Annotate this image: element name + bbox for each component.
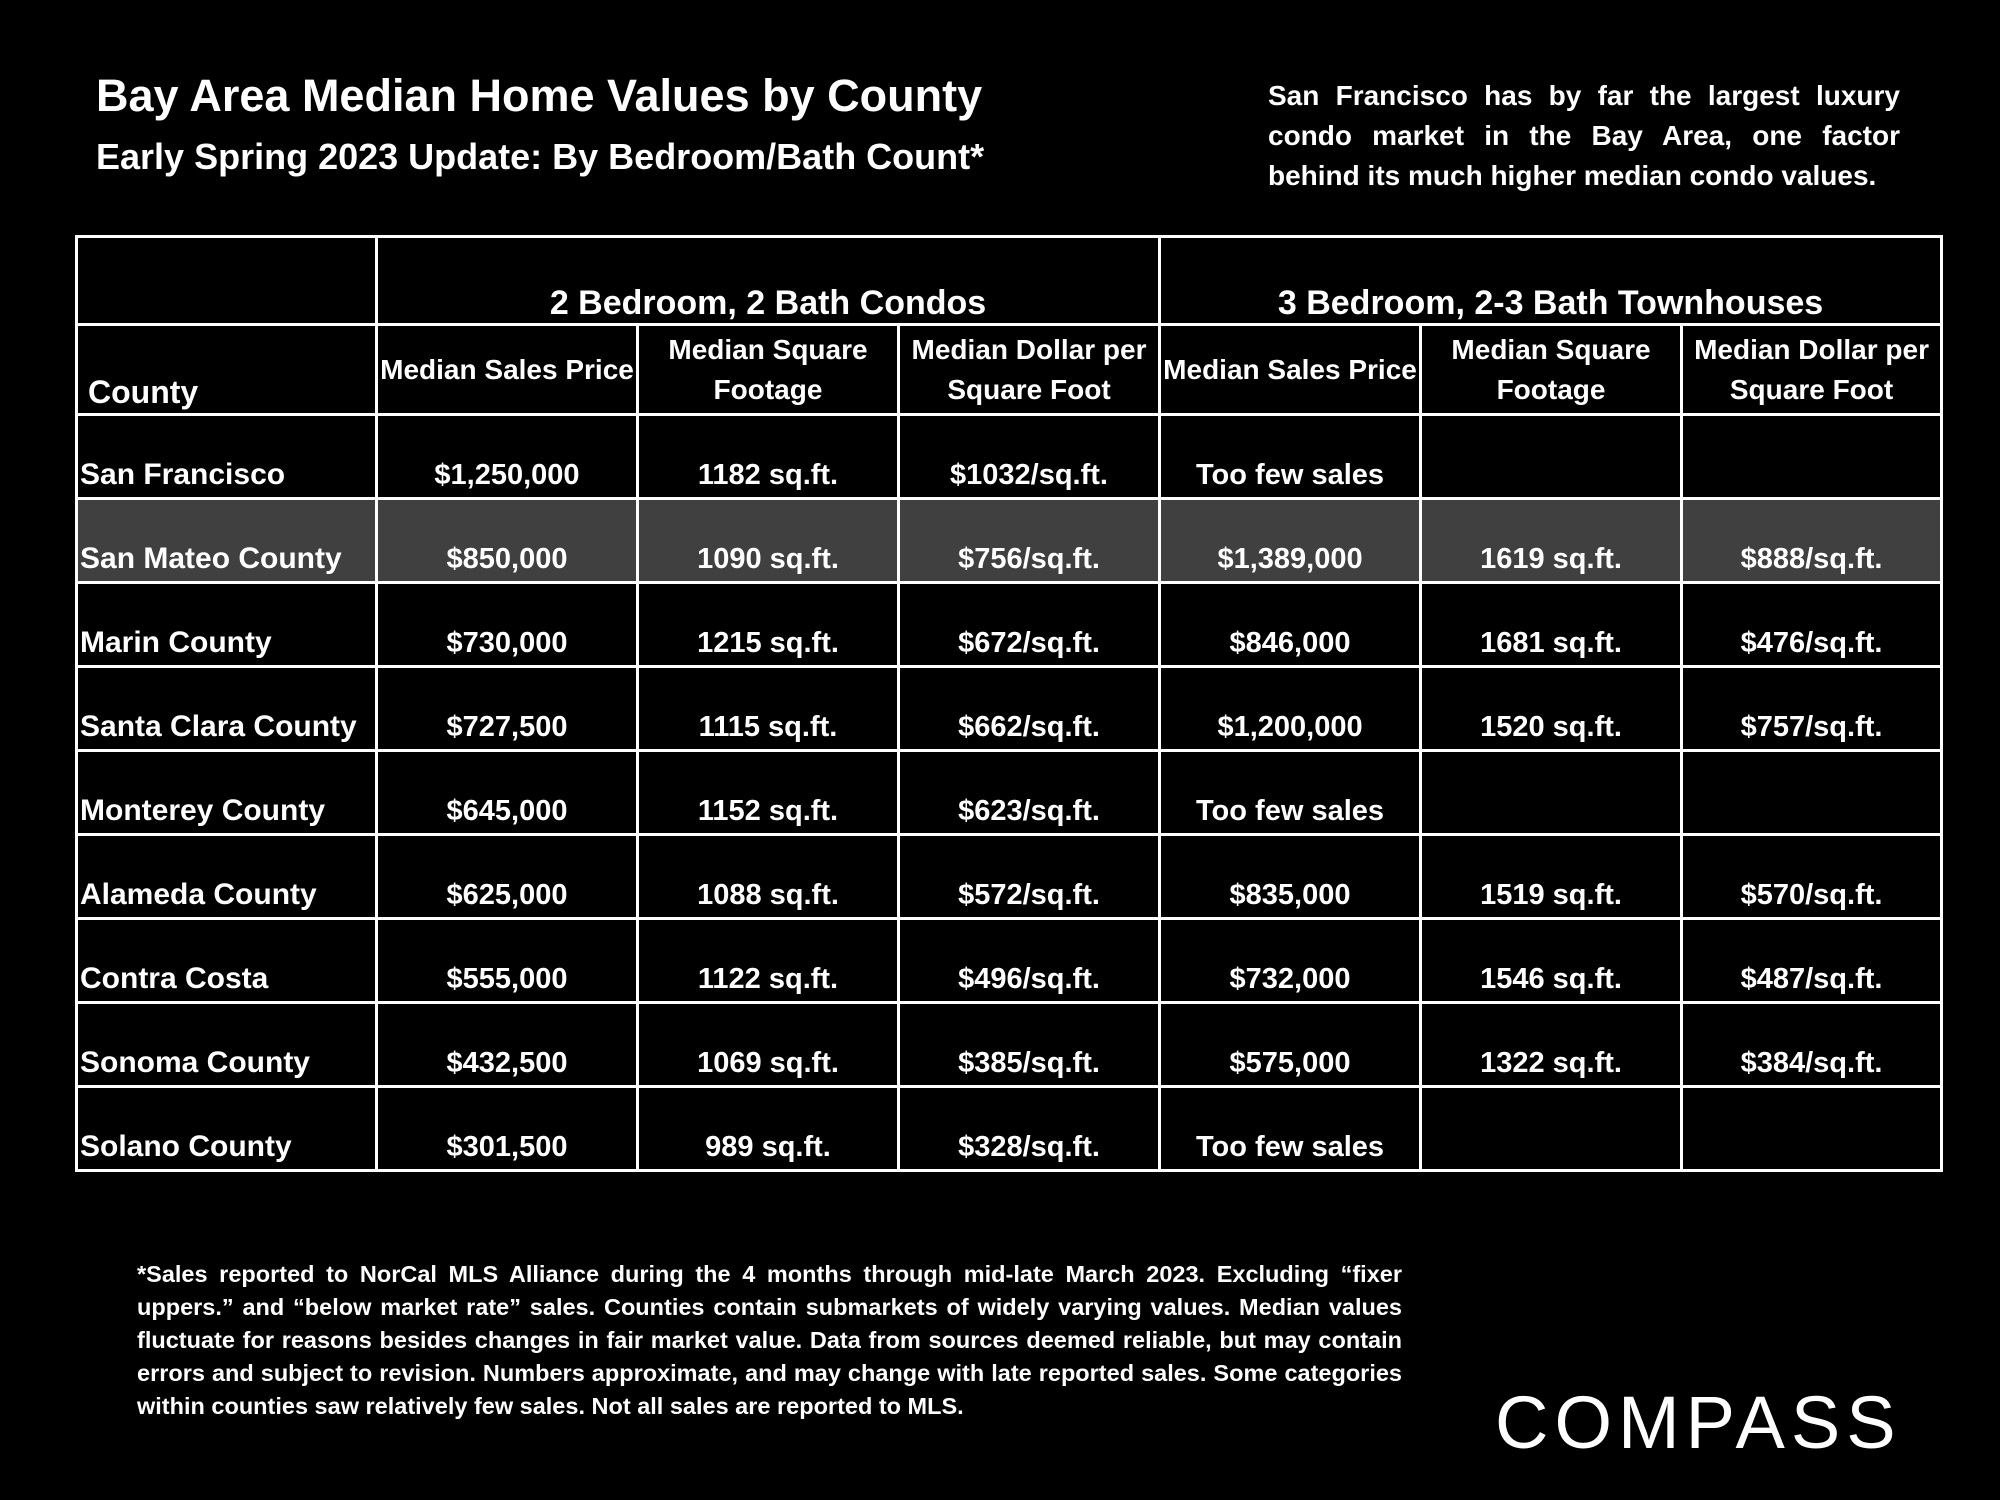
home-values-table bbox=[75, 235, 1943, 1172]
cell-townhouse-price bbox=[1160, 919, 1421, 1003]
side-note: San Francisco has by far the largest luxury condo market in the Bay Area, one factor behind its much higher median condo values. bbox=[1268, 80, 1900, 191]
table-row bbox=[77, 583, 1942, 667]
column-header-townhouse-dollar-per-sqft: Median Dollar per Square Foot bbox=[1682, 325, 1942, 415]
cell-value-condo-price: $301,500 bbox=[446, 1131, 568, 1163]
cell-value-townhouse-dollar-per-sqft: $487/sq.ft. bbox=[1740, 963, 1883, 995]
cell-condo-price bbox=[377, 499, 638, 583]
cell-condo-dollar-per-sqft bbox=[899, 1087, 1160, 1171]
cell-value-condo-sqft: 989 sq.ft. bbox=[705, 1131, 831, 1163]
cell-townhouse-sqft bbox=[1421, 583, 1682, 667]
cell-value-condo-price: $850,000 bbox=[446, 543, 568, 575]
cell-condo-sqft bbox=[638, 751, 899, 835]
cell-value-condo-price: $727,500 bbox=[446, 711, 568, 743]
county-name-cell bbox=[77, 1003, 377, 1087]
cell-townhouse-dollar-per-sqft bbox=[1682, 835, 1942, 919]
cell-value-condo-dollar-per-sqft: $623/sq.ft. bbox=[958, 795, 1100, 827]
cell-townhouse-dollar-per-sqft bbox=[1682, 499, 1942, 583]
cell-value-townhouse-price: $732,000 bbox=[1229, 963, 1351, 995]
cell-value-townhouse-price: $846,000 bbox=[1229, 627, 1351, 659]
column-header-townhouse-sqft: Median Square Footage bbox=[1421, 325, 1682, 415]
county-name-cell bbox=[77, 415, 377, 499]
compass-logo bbox=[1495, 1380, 1920, 1460]
cell-value-condo-sqft: 1182 sq.ft. bbox=[697, 459, 839, 491]
cell-townhouse-price bbox=[1160, 583, 1421, 667]
cell-value-condo-sqft: 1069 sq.ft. bbox=[697, 1047, 839, 1079]
cell-value-townhouse-price: Too few sales bbox=[1196, 795, 1385, 827]
cell-townhouse-dollar-per-sqft bbox=[1682, 583, 1942, 667]
county-column-header: County bbox=[77, 325, 377, 415]
cell-value-condo-dollar-per-sqft: $672/sq.ft. bbox=[958, 627, 1100, 659]
table-row bbox=[77, 499, 1942, 583]
cell-condo-dollar-per-sqft bbox=[899, 667, 1160, 751]
county-name: Monterey County bbox=[80, 794, 326, 827]
cell-value-condo-price: $432,500 bbox=[446, 1047, 568, 1079]
footnote: *Sales reported to NorCal MLS Alliance during the 4 months through mid-late March 2023. Excluding “fixer uppers.” and “below market rate” sales. Counties contain submarkets of widely varying values. Median values fluctuate for reasons besides changes in fair market value. Data from sources deemed reliable, but may contain errors and subject to revision. Numbers approximate, and may change with late reported sales. Some categories within counties saw relatively few sales. Not all sales are reported to MLS. bbox=[137, 1261, 1402, 1419]
cell-value-townhouse-dollar-per-sqft: $570/sq.ft. bbox=[1740, 879, 1883, 911]
cell-condo-price bbox=[377, 835, 638, 919]
cell-value-townhouse-sqft: 1519 sq.ft. bbox=[1480, 879, 1622, 911]
cell-value-condo-dollar-per-sqft: $385/sq.ft. bbox=[958, 1047, 1100, 1079]
cell-value-condo-dollar-per-sqft: $662/sq.ft. bbox=[958, 711, 1100, 743]
cell-value-townhouse-sqft: 1546 sq.ft. bbox=[1480, 963, 1622, 995]
county-name-cell bbox=[77, 751, 377, 835]
cell-townhouse-dollar-per-sqft bbox=[1682, 1087, 1942, 1171]
column-header-condo-price: Median Sales Price bbox=[377, 325, 638, 415]
cell-value-townhouse-dollar-per-sqft: $476/sq.ft. bbox=[1740, 627, 1883, 659]
cell-value-condo-dollar-per-sqft: $1032/sq.ft. bbox=[950, 459, 1108, 491]
cell-value-townhouse-dollar-per-sqft: $888/sq.ft. bbox=[1740, 543, 1883, 575]
county-name-cell bbox=[77, 1087, 377, 1171]
cell-condo-dollar-per-sqft bbox=[899, 499, 1160, 583]
cell-value-condo-price: $645,000 bbox=[446, 795, 568, 827]
cell-condo-price bbox=[377, 1087, 638, 1171]
column-header-condo-sqft: Median Square Footage bbox=[638, 325, 899, 415]
county-name-cell bbox=[77, 667, 377, 751]
table-row bbox=[77, 1087, 1942, 1171]
cell-value-townhouse-price: $1,389,000 bbox=[1217, 543, 1363, 575]
cell-value-condo-sqft: 1115 sq.ft. bbox=[698, 711, 838, 743]
cell-condo-dollar-per-sqft bbox=[899, 1003, 1160, 1087]
cell-value-condo-price: $555,000 bbox=[446, 963, 568, 995]
cell-condo-price bbox=[377, 919, 638, 1003]
cell-condo-dollar-per-sqft bbox=[899, 415, 1160, 499]
cell-value-condo-price: $1,250,000 bbox=[434, 459, 580, 491]
cell-value-condo-sqft: 1122 sq.ft. bbox=[697, 963, 839, 995]
county-name: San Francisco bbox=[80, 458, 286, 491]
compass-logo-text: COMPASS bbox=[1495, 1381, 1902, 1460]
county-name: Marin County bbox=[80, 626, 272, 659]
cell-value-townhouse-price: Too few sales bbox=[1196, 1131, 1385, 1163]
cell-townhouse-price bbox=[1160, 1003, 1421, 1087]
cell-townhouse-price bbox=[1160, 667, 1421, 751]
cell-value-townhouse-sqft: 1520 sq.ft. bbox=[1480, 711, 1622, 743]
cell-value-townhouse-sqft: 1322 sq.ft. bbox=[1480, 1047, 1622, 1079]
cell-value-townhouse-price: $1,200,000 bbox=[1217, 711, 1363, 743]
page-subtitle: Early Spring 2023 Update: By Bedroom/Bath Count* bbox=[96, 136, 985, 177]
county-name: Santa Clara County bbox=[80, 710, 357, 743]
cell-condo-dollar-per-sqft bbox=[899, 835, 1160, 919]
group-header-row bbox=[77, 237, 1942, 325]
cell-condo-dollar-per-sqft bbox=[899, 583, 1160, 667]
cell-townhouse-sqft bbox=[1421, 415, 1682, 499]
cell-value-townhouse-price: Too few sales bbox=[1196, 459, 1385, 491]
cell-condo-sqft bbox=[638, 835, 899, 919]
table-row bbox=[77, 835, 1942, 919]
cell-townhouse-sqft bbox=[1421, 667, 1682, 751]
county-name: Solano County bbox=[80, 1130, 292, 1163]
cell-value-condo-sqft: 1090 sq.ft. bbox=[697, 543, 839, 575]
cell-townhouse-dollar-per-sqft bbox=[1682, 919, 1942, 1003]
county-name: San Mateo County bbox=[80, 542, 342, 575]
county-name-cell bbox=[77, 919, 377, 1003]
cell-townhouse-price bbox=[1160, 751, 1421, 835]
table-row bbox=[77, 667, 1942, 751]
column-header-condo-dollar-per-sqft: Median Dollar per Square Foot bbox=[899, 325, 1160, 415]
cell-condo-price bbox=[377, 1003, 638, 1087]
cell-value-condo-dollar-per-sqft: $756/sq.ft. bbox=[958, 543, 1100, 575]
cell-condo-sqft bbox=[638, 499, 899, 583]
cell-townhouse-price bbox=[1160, 835, 1421, 919]
cell-townhouse-price bbox=[1160, 1087, 1421, 1171]
cell-value-townhouse-price: $575,000 bbox=[1229, 1047, 1351, 1079]
table-row bbox=[77, 751, 1942, 835]
cell-value-condo-dollar-per-sqft: $496/sq.ft. bbox=[958, 963, 1100, 995]
cell-condo-sqft bbox=[638, 1003, 899, 1087]
cell-condo-sqft bbox=[638, 667, 899, 751]
cell-value-condo-dollar-per-sqft: $572/sq.ft. bbox=[958, 879, 1100, 911]
cell-condo-price bbox=[377, 583, 638, 667]
group-header-townhouses-label: 3 Bedroom, 2-3 Bath Townhouses bbox=[1277, 284, 1824, 322]
county-name-cell bbox=[77, 583, 377, 667]
empty-corner-cell bbox=[77, 237, 377, 325]
cell-townhouse-dollar-per-sqft bbox=[1682, 1003, 1942, 1087]
county-name-cell bbox=[77, 835, 377, 919]
cell-condo-price bbox=[377, 667, 638, 751]
table-row bbox=[77, 415, 1942, 499]
cell-value-condo-price: $625,000 bbox=[446, 879, 568, 911]
cell-townhouse-dollar-per-sqft bbox=[1682, 415, 1942, 499]
cell-value-townhouse-dollar-per-sqft: $384/sq.ft. bbox=[1740, 1047, 1883, 1079]
cell-condo-price bbox=[377, 415, 638, 499]
county-name: Alameda County bbox=[80, 878, 317, 911]
cell-condo-dollar-per-sqft bbox=[899, 751, 1160, 835]
cell-townhouse-sqft bbox=[1421, 751, 1682, 835]
group-header-condos bbox=[377, 237, 1160, 325]
cell-value-townhouse-sqft: 1619 sq.ft. bbox=[1480, 543, 1622, 575]
cell-condo-dollar-per-sqft bbox=[899, 919, 1160, 1003]
cell-condo-price bbox=[377, 751, 638, 835]
group-header-condos-label: 2 Bedroom, 2 Bath Condos bbox=[549, 284, 987, 322]
cell-value-townhouse-dollar-per-sqft: $757/sq.ft. bbox=[1740, 711, 1883, 743]
cell-value-townhouse-price: $835,000 bbox=[1229, 879, 1351, 911]
group-header-townhouses bbox=[1160, 237, 1942, 325]
cell-townhouse-sqft bbox=[1421, 835, 1682, 919]
cell-value-condo-dollar-per-sqft: $328/sq.ft. bbox=[958, 1131, 1100, 1163]
cell-value-condo-sqft: 1215 sq.ft. bbox=[697, 627, 839, 659]
county-name-cell bbox=[77, 499, 377, 583]
cell-townhouse-price bbox=[1160, 499, 1421, 583]
cell-condo-sqft bbox=[638, 415, 899, 499]
cell-value-townhouse-sqft: 1681 sq.ft. bbox=[1480, 627, 1622, 659]
cell-value-condo-sqft: 1088 sq.ft. bbox=[697, 879, 839, 911]
cell-condo-sqft bbox=[638, 919, 899, 1003]
county-name: Sonoma County bbox=[80, 1046, 310, 1079]
county-name: Contra Costa bbox=[80, 962, 269, 995]
table-row bbox=[77, 1003, 1942, 1087]
cell-townhouse-sqft bbox=[1421, 1003, 1682, 1087]
column-header-townhouse-price: Median Sales Price bbox=[1160, 325, 1421, 415]
column-header-row bbox=[77, 325, 1942, 415]
cell-townhouse-sqft bbox=[1421, 919, 1682, 1003]
table-row bbox=[77, 919, 1942, 1003]
cell-value-condo-sqft: 1152 sq.ft. bbox=[697, 795, 839, 827]
page-title: Bay Area Median Home Values by County bbox=[96, 70, 983, 121]
cell-townhouse-price bbox=[1160, 415, 1421, 499]
cell-townhouse-dollar-per-sqft bbox=[1682, 751, 1942, 835]
cell-condo-sqft bbox=[638, 1087, 899, 1171]
cell-townhouse-sqft bbox=[1421, 1087, 1682, 1171]
cell-value-condo-price: $730,000 bbox=[446, 627, 568, 659]
cell-townhouse-sqft bbox=[1421, 499, 1682, 583]
cell-townhouse-dollar-per-sqft bbox=[1682, 667, 1942, 751]
cell-condo-sqft bbox=[638, 583, 899, 667]
